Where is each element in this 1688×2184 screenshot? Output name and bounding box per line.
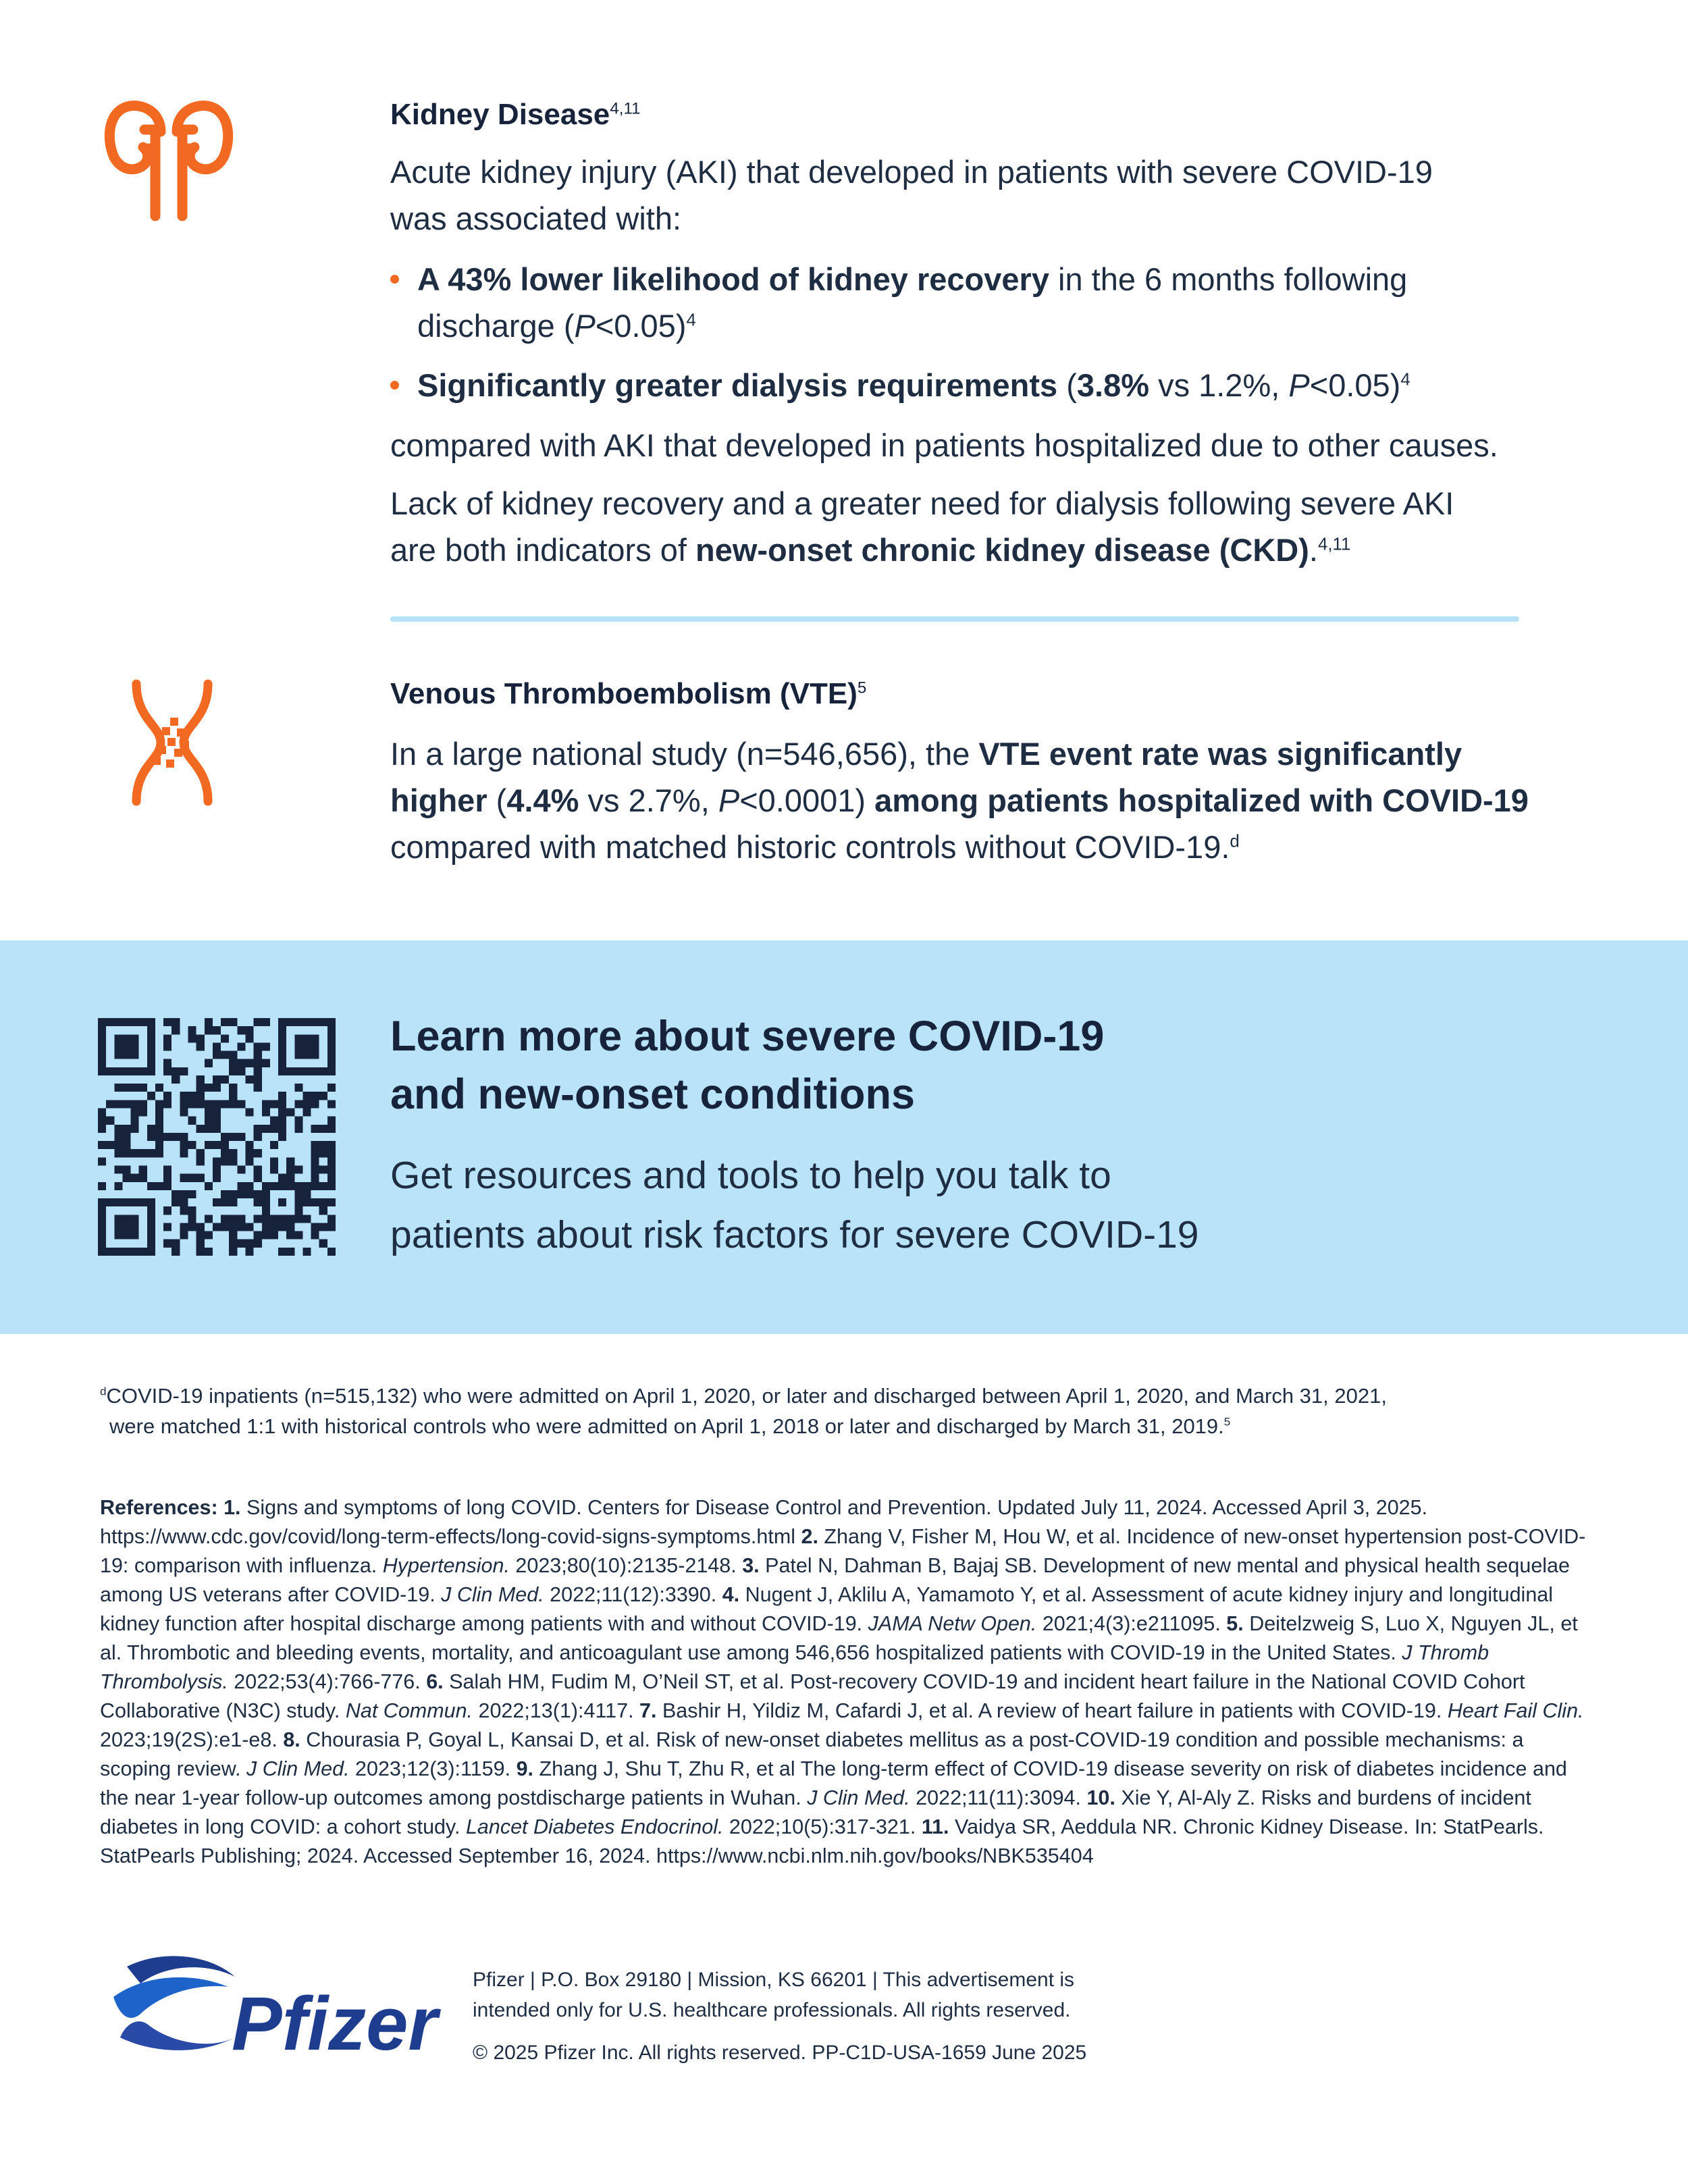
- kidney-intro: Acute kidney injury (AKI) that developed in patients with severe COVID-19 was associated with:: [390, 154, 1433, 236]
- footnote-d: $^d$COVID-19 inpatients (n=515,132) who were admitted on April 1, 2020, or later and discharged between April 1, 2020, and March 31, 2021, were matched 1:1 with historical controls who were admitted on April 1, 2018 or later and discharged by March 31, 2019.$^5$: [100, 1384, 1387, 1438]
- reference-item: 4. Nugent J, Aklilu A, Yamamoto Y, et al. Assessment of acute kidney injury and longitudinal kidney function after hospital discharge among patients with and without COVID-19. JAMA Netw Open. 2021;4(3):e211095.: [100, 1583, 1554, 1635]
- bullet-dot-icon: [390, 381, 399, 390]
- reference-item: 11. Vaidya SR, Aeddula NR. Chronic Kidney Disease. In: StatPearls. StatPearls Publishing; 2024. Accessed September 16, 2024. https://www.ncbi.nlm.nih.gov/books/NBK535404: [100, 1815, 1544, 1867]
- reference-item: 5. Deitelzweig S, Luo X, Nguyen JL, et al. Thrombotic and bleeding events, mortality, and anticoagulant use among 546,656 hospitalized patients with COVID-19 in the United States. J Thromb Thrombolysis. 2022;53(4):766-776.: [100, 1612, 1578, 1693]
- kidney-icon: [101, 95, 236, 223]
- qr-code-icon[interactable]: [98, 1018, 336, 1256]
- pfizer-logo: [100, 1950, 438, 2085]
- footer-copyright: © 2025 Pfizer Inc. All rights reserved. PP-C1D-USA-1659 June 2025: [473, 2042, 1087, 2064]
- pfizer-logo-word: Pfizer: [232, 1981, 438, 2066]
- kidney-bullet-dialysis: Significantly greater dialysis requirements (3.8% vs 1.2%, P<0.05)$^4$: [390, 362, 1437, 409]
- references: References: 1. Signs and symptoms of long COVID. Centers for Disease Control and Prevention. Updated July 11, 2024. Accessed April 3, 2025. https://www.cdc.gov/covid/long-term-effects/long-covid-signs-symptoms.html 2. Zhang V, Fisher M, Hou W, et al. Incidence of new-onset hypertension post-COVID-19: comparison with influenza. Hypertension. 2023;80(10):2135-2148. 3. Patel N, Dahman B, Bajaj SB. Development of new mental and physical health sequelae among US veterans after COVID-19. J Clin Med. 2022;11(12):3390. 4. Nugent J, Aklilu A, Yamamoto Y, et al. Assessment of acute kidney injury and longitudinal kidney function after hospital discharge among patients with and without COVID-19. JAMA Netw Open. 2021;4(3):e211095. 5. Deitelzweig S, Luo X, Nguyen JL, et al. Thrombotic and bleeding events, mortality, and anticoagulant use among 546,656 hospitalized patients with COVID-19 in the United States. J Thromb Thrombolysis. 2022;53(4):766-776. 6. Salah HM, Fudim M, O’Neil ST, et al. Post-recovery COVID-19 and incident heart failure in the National COVID Cohort Collaborative (N3C) study. Nat Commun. 2022;13(1):4117. 7. Bashir H, Yildiz M, Cafardi J, et al. A review of heart failure in patients with COVID-19. Heart Fail Clin. 2023;19(2S):e1-e8. 8. Chourasia P, Goyal L, Kansai D, et al. Risk of new-onset diabetes mellitus as a post-COVID-19 condition and possible mechanisms: a scoping review. J Clin Med. 2023;12(3):1159. 9. Zhang J, Shu T, Zhu R, et al The long-term effect of COVID-19 disease severity on risk of diabetes incidence and the near 1-year follow-up outcomes among postdischarge patients in Wuhan. J Clin Med. 2022;11(11):3094. 10. Xie Y, Al-Aly Z. Risks and burdens of incident diabetes in long COVID: a cohort study. Lancet Diabetes Endocrinol. 2022;10(5):317-321. 11. Vaidya SR, Aeddula NR. Chronic Kidney Disease. In: StatPearls. StatPearls Publishing; 2024. Accessed September 16, 2024. https://www.ncbi.nlm.nih.gov/books/NBK535404: [100, 1496, 1586, 1867]
- reference-item: 6. Salah HM, Fudim M, O’Neil ST, et al. Post-recovery COVID-19 and incident heart failure in the National COVID Cohort Collaborative (N3C) study. Nat Commun. 2022;13(1):4117.: [100, 1670, 1525, 1722]
- reference-item: 2. Zhang V, Fisher M, Hou W, et al. Incidence of new-onset hypertension post-COVID-19: comparison with influenza. Hypertension. 2023;80(10):2135-2148.: [100, 1525, 1586, 1577]
- blood-vessel-clot-icon: [128, 678, 216, 807]
- kidney-title: Kidney Disease$^{4,11}$: [390, 98, 641, 131]
- kidney-bullet-recovery: A 43% lower likelihood of kidney recovery in the 6 months following discharge (P<0.05)$^4$: [390, 256, 1437, 350]
- vte-body: In a large national study (n=546,656), the VTE event rate was significantly higher (4.4% vs 2.7%, P<0.0001) among patients hospitalized with COVID-19 compared with matched historic controls without COVID-19.$^d$: [390, 736, 1529, 865]
- kidney-ckd-statement: Lack of kidney recovery and a greater need for dialysis following severe AKI are both indicators of new-onset chronic kidney disease (CKD).$^{4,11}$: [390, 485, 1454, 568]
- bullet-dot-icon: [390, 275, 399, 284]
- cta-subtitle: Get resources and tools to help you talk to patients about risk factors for severe COVID-19: [390, 1154, 1199, 1256]
- cta-title: Learn more about severe COVID-19 and new-onset conditions: [390, 1013, 1105, 1118]
- reference-item: 7. Bashir H, Yildiz M, Cafardi J, et al. A review of heart failure in patients with COVID-19. Heart Fail Clin. 2023;19(2S):e1-e8.: [100, 1699, 1584, 1751]
- vte-title: Venous Thromboembolism (VTE)$^5$: [390, 677, 867, 710]
- footer-address: Pfizer | P.O. Box 29180 | Mission, KS 66201 | This advertisement is intended only for U.S. healthcare professionals. All rights reserved.: [473, 1969, 1075, 2021]
- kidney-comparison: compared with AKI that developed in patients hospitalized due to other causes.: [390, 427, 1498, 463]
- reference-item: 1. Signs and symptoms of long COVID. Centers for Disease Control and Prevention. Updated July 11, 2024. Accessed April 3, 2025. https://www.cdc.gov/covid/long-term-effects/long-covid-signs-symptoms.html: [100, 1496, 1428, 1548]
- reference-item: 10. Xie Y, Al-Aly Z. Risks and burdens of incident diabetes in long COVID: a cohort study. Lancet Diabetes Endocrinol. 2022;10(5):317-321.: [100, 1786, 1531, 1838]
- section-divider: [390, 616, 1519, 622]
- reference-item: 3. Patel N, Dahman B, Bajaj SB. Development of new mental and physical health sequelae among US veterans after COVID-19. J Clin Med. 2022;11(12):3390.: [100, 1554, 1570, 1606]
- reference-item: 9. Zhang J, Shu T, Zhu R, et al The long-term effect of COVID-19 disease severity on risk of diabetes incidence and the near 1-year follow-up outcomes among postdischarge patients in Wuhan. J Clin Med. 2022;11(11):3094.: [100, 1757, 1567, 1809]
- reference-item: 8. Chourasia P, Goyal L, Kansai D, et al. Risk of new-onset diabetes mellitus as a post-COVID-19 condition and possible mechanisms: a scoping review. J Clin Med. 2023;12(3):1159.: [100, 1728, 1524, 1780]
